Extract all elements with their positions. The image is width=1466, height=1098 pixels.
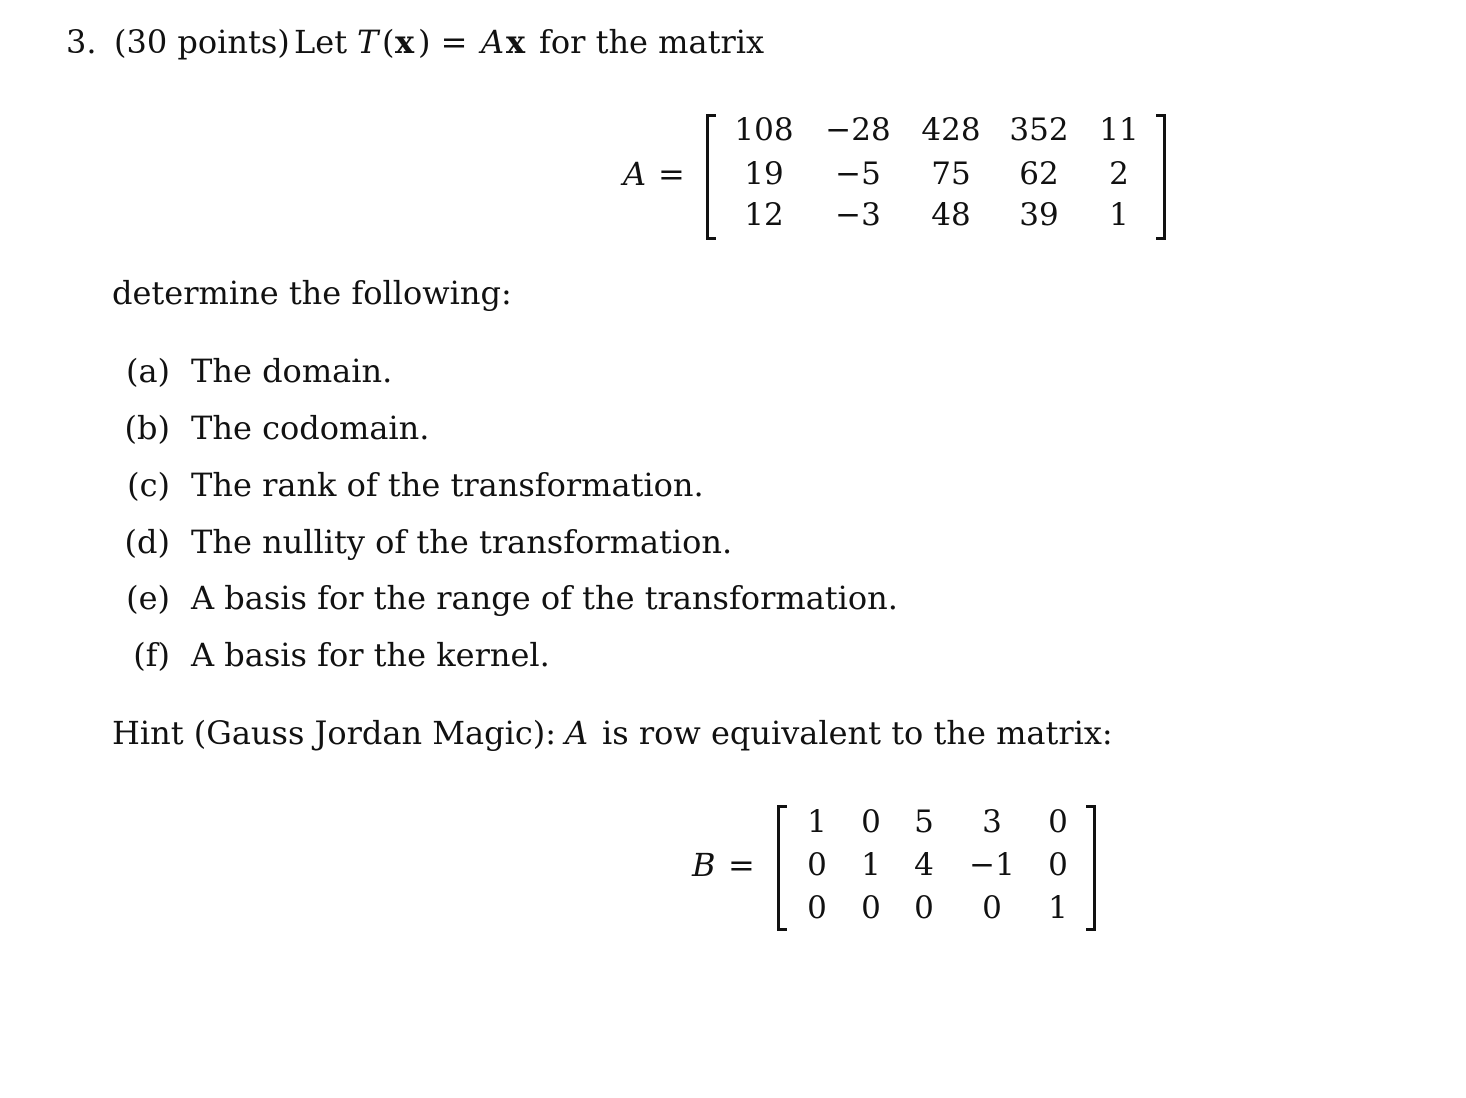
matrix-b-cell: 5 (914, 804, 934, 840)
matrix-b-cell: 1 (861, 847, 881, 883)
matrix-b-cell: 4 (914, 847, 934, 883)
matrix-a-cell: 39 (1019, 197, 1059, 233)
vector-x: x (395, 23, 415, 61)
matrix-a-cell: −5 (835, 156, 881, 192)
matrix-b-cell: 0 (1048, 804, 1068, 840)
intro-let: Let (294, 23, 348, 61)
matrix-b-cell: 0 (807, 890, 827, 926)
matrix-a-cell: −3 (835, 197, 881, 233)
hint-matrix-a: A (565, 714, 589, 752)
question-label: (d) (124, 523, 170, 561)
matrix-a-cell: 352 (1009, 112, 1069, 148)
matrix-a-cell: 19 (744, 156, 784, 192)
matrix-symbol-a: A (481, 23, 505, 61)
vector-x-second: x (506, 23, 526, 61)
question-text: The domain. (191, 352, 393, 390)
matrix-b-right-bracket (1086, 805, 1096, 931)
matrix-a-cell: 108 (734, 112, 794, 148)
question-label: (f) (133, 636, 170, 674)
question-label: (b) (124, 409, 170, 447)
matrix-a-cell: −28 (825, 112, 891, 148)
matrix-a-cell: 62 (1019, 156, 1059, 192)
matrix-b-name: B (692, 846, 716, 884)
question-text: The codomain. (191, 409, 430, 447)
question-label: (a) (125, 352, 170, 390)
determine-text: determine the following: (112, 274, 512, 312)
matrix-a-name: A (623, 155, 647, 193)
question-label: (e) (126, 579, 170, 617)
matrix-b-left-bracket (777, 805, 787, 931)
matrix-a-cell: 11 (1099, 112, 1139, 148)
matrix-b-equals: = (728, 846, 755, 884)
matrix-b-cell: 3 (982, 804, 1002, 840)
transformation-symbol: T (357, 23, 379, 61)
matrix-b-cell: 0 (1048, 847, 1068, 883)
matrix-a-left-bracket (706, 114, 716, 240)
question-text: The nullity of the transformation. (191, 523, 733, 561)
matrix-b-cell: 1 (1048, 890, 1068, 926)
matrix-a-right-bracket (1156, 114, 1166, 240)
matrix-a-cell: 48 (931, 197, 971, 233)
matrix-a-cell: 12 (744, 197, 784, 233)
matrix-b-cell: 0 (914, 890, 934, 926)
matrix-b-cell: 0 (982, 890, 1002, 926)
matrix-a-cell: 75 (931, 156, 971, 192)
paren-open: ( (382, 23, 395, 61)
matrix-b-cell: 0 (861, 804, 881, 840)
question-text: A basis for the range of the transformation. (191, 579, 898, 617)
intro-for-matrix: for the matrix (539, 23, 765, 61)
matrix-a-cell: 2 (1109, 156, 1129, 192)
paren-close-equals: ) = (418, 23, 468, 61)
question-text: The rank of the transformation. (191, 466, 704, 504)
matrix-a-cell: 428 (921, 112, 981, 148)
matrix-a-equals: = (658, 155, 685, 193)
hint-suffix: is row equivalent to the matrix: (602, 714, 1113, 752)
matrix-b-cell: 1 (807, 804, 827, 840)
hint-prefix: Hint (Gauss Jordan Magic): (112, 714, 557, 752)
matrix-b-cell: 0 (861, 890, 881, 926)
matrix-a-cell: 1 (1109, 197, 1129, 233)
question-label: (c) (127, 466, 170, 504)
problem-number: 3. (66, 23, 97, 61)
problem-points: (30 points) (114, 23, 290, 61)
matrix-b-cell: −1 (969, 847, 1015, 883)
question-text: A basis for the kernel. (191, 636, 550, 674)
matrix-b-cell: 0 (807, 847, 827, 883)
